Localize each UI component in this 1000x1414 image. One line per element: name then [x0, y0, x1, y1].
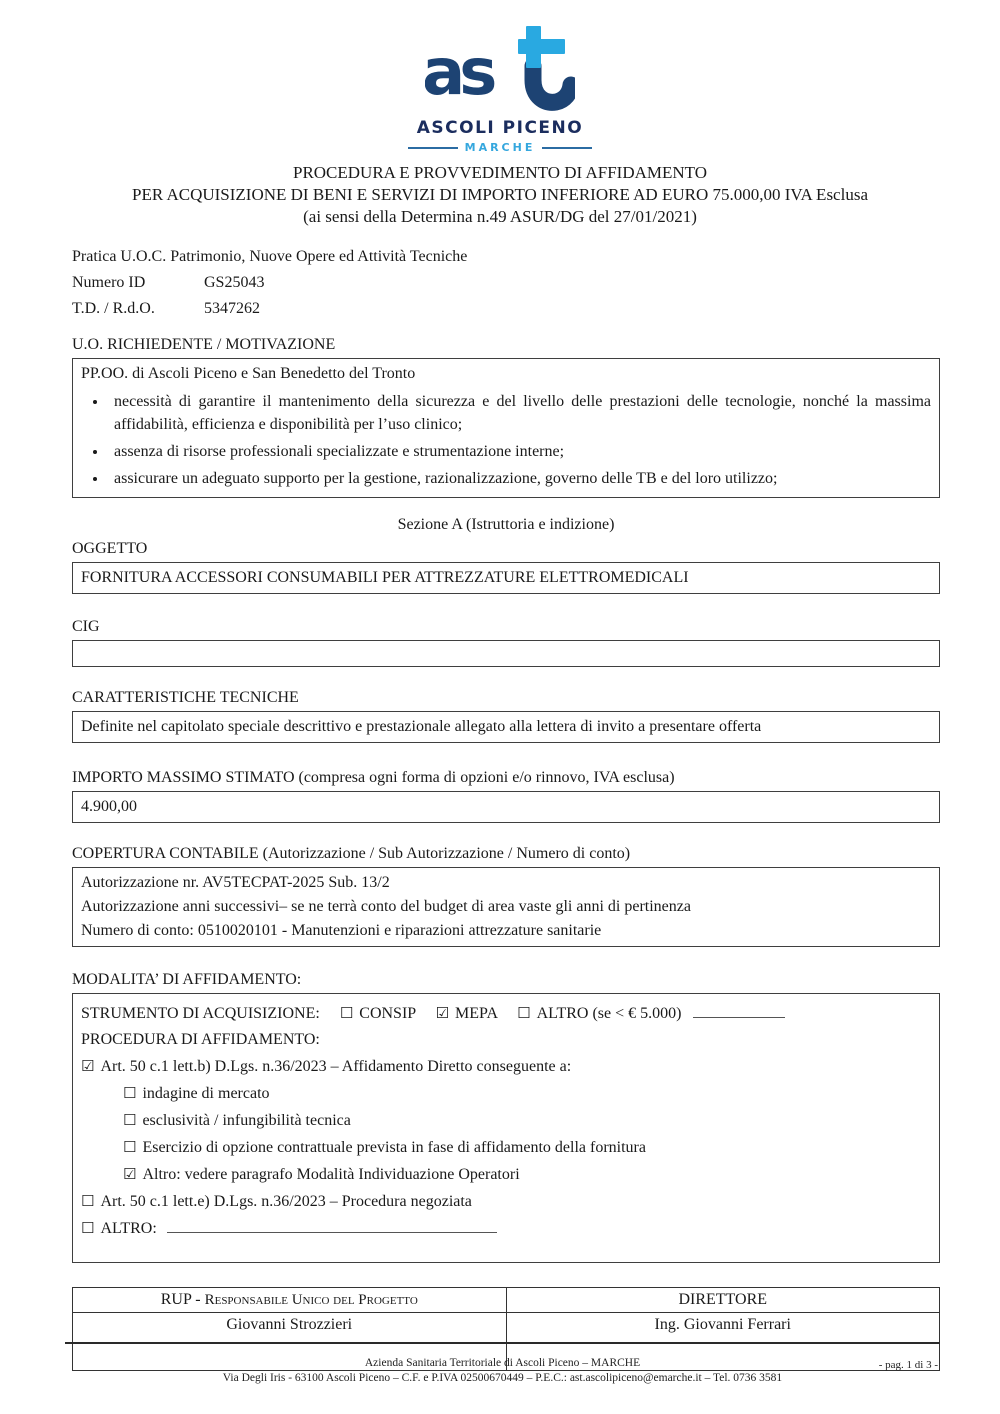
heading-uo-richiedente: U.O. RICHIEDENTE / MOTIVAZIONE — [72, 336, 336, 353]
importo-box: 4.900,00 — [72, 791, 940, 823]
rup-header-cell — [73, 1288, 507, 1313]
checkbox-item — [81, 1188, 929, 1215]
option-mepa — [436, 1005, 502, 1022]
heading-sezione-a: Sezione A (Istruttoria e indizione) — [397, 516, 615, 533]
direttore-header-cell: DIRETTORE — [506, 1288, 940, 1313]
heading-importo: IMPORTO MASSIMO STIMATO (compresa ogni forma di opzioni e/o rinnovo, IVA esclusa) — [72, 769, 675, 786]
checkbox-esclusivita-icon: ☐ — [123, 1111, 137, 1129]
rup-subtitle: Responsabile Unico del Progetto — [204, 1292, 418, 1308]
heading-oggetto: OGGETTO — [72, 540, 148, 557]
title-line-2: PER ACQUISIZIONE DI BENI E SERVIZI DI IMPORTO INFERIORE AD EURO 75.000,00 IVA Esclusa — [131, 185, 868, 204]
option-consip-label: CONSIP — [359, 1005, 416, 1022]
svg-text:as: as — [425, 36, 492, 110]
logo-org-name: ASCOLI PICENO — [416, 118, 584, 138]
title-line-3: (ai sensi della Determina n.49 ASUR/DG del 27/01/2021) — [303, 207, 697, 226]
page-footer — [65, 1342, 940, 1386]
checkbox-indagine-icon: ☐ — [123, 1084, 137, 1102]
copertura-line: Autorizzazione nr. AV5TECPAT-2025 Sub. 13/2 — [81, 874, 390, 891]
rup-title: RUP - — [160, 1291, 201, 1308]
logo-region — [0, 141, 1000, 154]
checkbox-item-label: indagine di mercato — [142, 1085, 270, 1102]
checkbox-altro-bottom-icon: ☐ — [81, 1219, 95, 1237]
checkbox-item-label: Art. 50 c.1 lett.b) D.Lgs. n.36/2023 – Affidamento Diretto conseguente a: — [100, 1058, 572, 1075]
heading-copertura: COPERTURA CONTABILE (Autorizzazione / Sub Autorizzazione / Numero di conto) — [72, 845, 631, 862]
caratteristiche-box: Definite nel capitolato speciale descrittivo e prestazionale allegato alla lettera di invito a presentare offerta — [72, 711, 940, 743]
meta-row — [72, 296, 940, 322]
checkbox-item-label: Art. 50 c.1 lett.e) D.Lgs. n.36/2023 – Procedura negoziata — [100, 1193, 472, 1210]
heading-modalita: MODALITA’ DI AFFIDAMENTO: — [72, 971, 302, 988]
ast-logo — [0, 0, 1000, 154]
uo-bullet-list — [81, 390, 931, 490]
page-number: - pag. 1 di 3 - — [878, 1359, 938, 1371]
logo-region-label: MARCHE — [464, 141, 536, 154]
uo-richiedente-box — [72, 358, 940, 498]
title-line-1: PROCEDURA E PROVVEDIMENTO DI AFFIDAMENTO — [292, 163, 708, 182]
checkbox-item-label: Esercizio di opzione contrattuale prevista in fase di affidamento della fornitura — [142, 1139, 646, 1156]
checkbox-item — [81, 1107, 929, 1134]
checkbox-item — [81, 1215, 929, 1242]
logo-line-right — [542, 147, 592, 149]
checkbox-altro-icon: ☐ — [517, 1004, 531, 1022]
uo-intro: PP.OO. di Ascoli Piceno e San Benedetto del Tronto — [81, 365, 416, 382]
uo-bullet: • assicurare un adeguato supporto per la gestione, razionalizzazione, governo delle TB e del loro utilizzo; — [108, 467, 931, 490]
procedura-label: PROCEDURA DI AFFIDAMENTO: — [81, 1031, 320, 1048]
modalita-box — [72, 993, 940, 1263]
checkbox-item-label: Altro: vedere paragrafo Modalità Individuazione Operatori — [142, 1166, 520, 1183]
checkbox-art50e-icon: ☐ — [81, 1192, 95, 1210]
document-title — [0, 162, 1000, 228]
meta-label-td-rdo: T.D. / R.d.O. — [72, 300, 155, 317]
heading-caratteristiche: CARATTERISTICHE TECNICHE — [72, 689, 299, 706]
footer-line-1: Azienda Sanitaria Territoriale di Ascoli Piceno – MARCHE — [364, 1357, 641, 1369]
altro-blank-line — [693, 1003, 785, 1018]
heading-cig: CIG — [72, 618, 100, 635]
altro-bottom-blank-line — [167, 1218, 497, 1233]
pratica-line: Pratica U.O.C. Patrimonio, Nuove Opere ed Attività Tecniche — [72, 248, 468, 265]
copertura-line: Numero di conto: 0510020101 - Manutenzioni e riparazioni attrezzature sanitarie — [81, 922, 602, 939]
checkbox-item — [81, 1053, 929, 1080]
strumento-line — [81, 1000, 929, 1027]
rup-name-cell: Giovanni Strozzieri — [73, 1313, 507, 1371]
checkbox-item-label: ALTRO: — [100, 1220, 157, 1237]
strumento-label: STRUMENTO DI ACQUISIZIONE: — [81, 1005, 320, 1022]
meta-value-td-rdo: 5347262 — [204, 300, 260, 317]
checkbox-item — [81, 1134, 929, 1161]
checkbox-item — [81, 1161, 929, 1188]
checkbox-mepa-icon: ☑ — [435, 1004, 450, 1022]
footer-line-2: Via Degli Iris - 63100 Ascoli Piceno – C.F. e P.IVA 02500670449 – P.E.C.: ast.ascolipiceno@emarche.it – Tel. 0736 3581 — [222, 1372, 783, 1384]
checkbox-item — [81, 1080, 929, 1107]
oggetto-box: FORNITURA ACCESSORI CONSUMABILI PER ATTREZZATURE ELETTROMEDICALI — [72, 562, 940, 594]
option-consip — [340, 1005, 420, 1022]
meta-value-numero-id: GS25043 — [204, 274, 265, 291]
checkbox-art50b-icon: ☑ — [81, 1057, 95, 1075]
signature-header-row — [73, 1288, 940, 1313]
logo-line-left — [408, 147, 458, 149]
meta-label-numero-id: Numero ID — [72, 274, 146, 291]
direttore-name-cell: Ing. Giovanni Ferrari — [506, 1313, 940, 1371]
checkbox-consip-icon: ☐ — [339, 1004, 354, 1022]
option-altro — [517, 1005, 685, 1022]
uo-bullet: • assenza di risorse professionali specializzate e strumentazione interne; — [108, 440, 931, 463]
checkbox-item-label: esclusività / infungibilità tecnica — [142, 1112, 351, 1129]
copertura-line: Autorizzazione anni successivi– se ne terrà conto del budget di area vaste gli anni di pertinenza — [81, 898, 691, 915]
option-mepa-label: MEPA — [455, 1005, 498, 1022]
cig-box — [72, 640, 940, 667]
footer-text — [65, 1356, 940, 1386]
uo-bullet: • necessità di garantire il mantenimento della sicurezza e del livello delle prestazioni delle tecnologie, nonché la massima affidabilità, efficienza e disponibilità per l’uso clinico; — [108, 390, 931, 436]
checkbox-esercizio-icon: ☐ — [123, 1138, 137, 1156]
ast-logo-icon — [425, 26, 575, 117]
option-altro-label: ALTRO (se < € 5.000) — [536, 1005, 682, 1022]
pratica-meta — [72, 244, 940, 322]
meta-row — [72, 270, 940, 296]
checkbox-altro-paragrafo-icon: ☑ — [123, 1165, 137, 1183]
copertura-box — [72, 867, 940, 947]
